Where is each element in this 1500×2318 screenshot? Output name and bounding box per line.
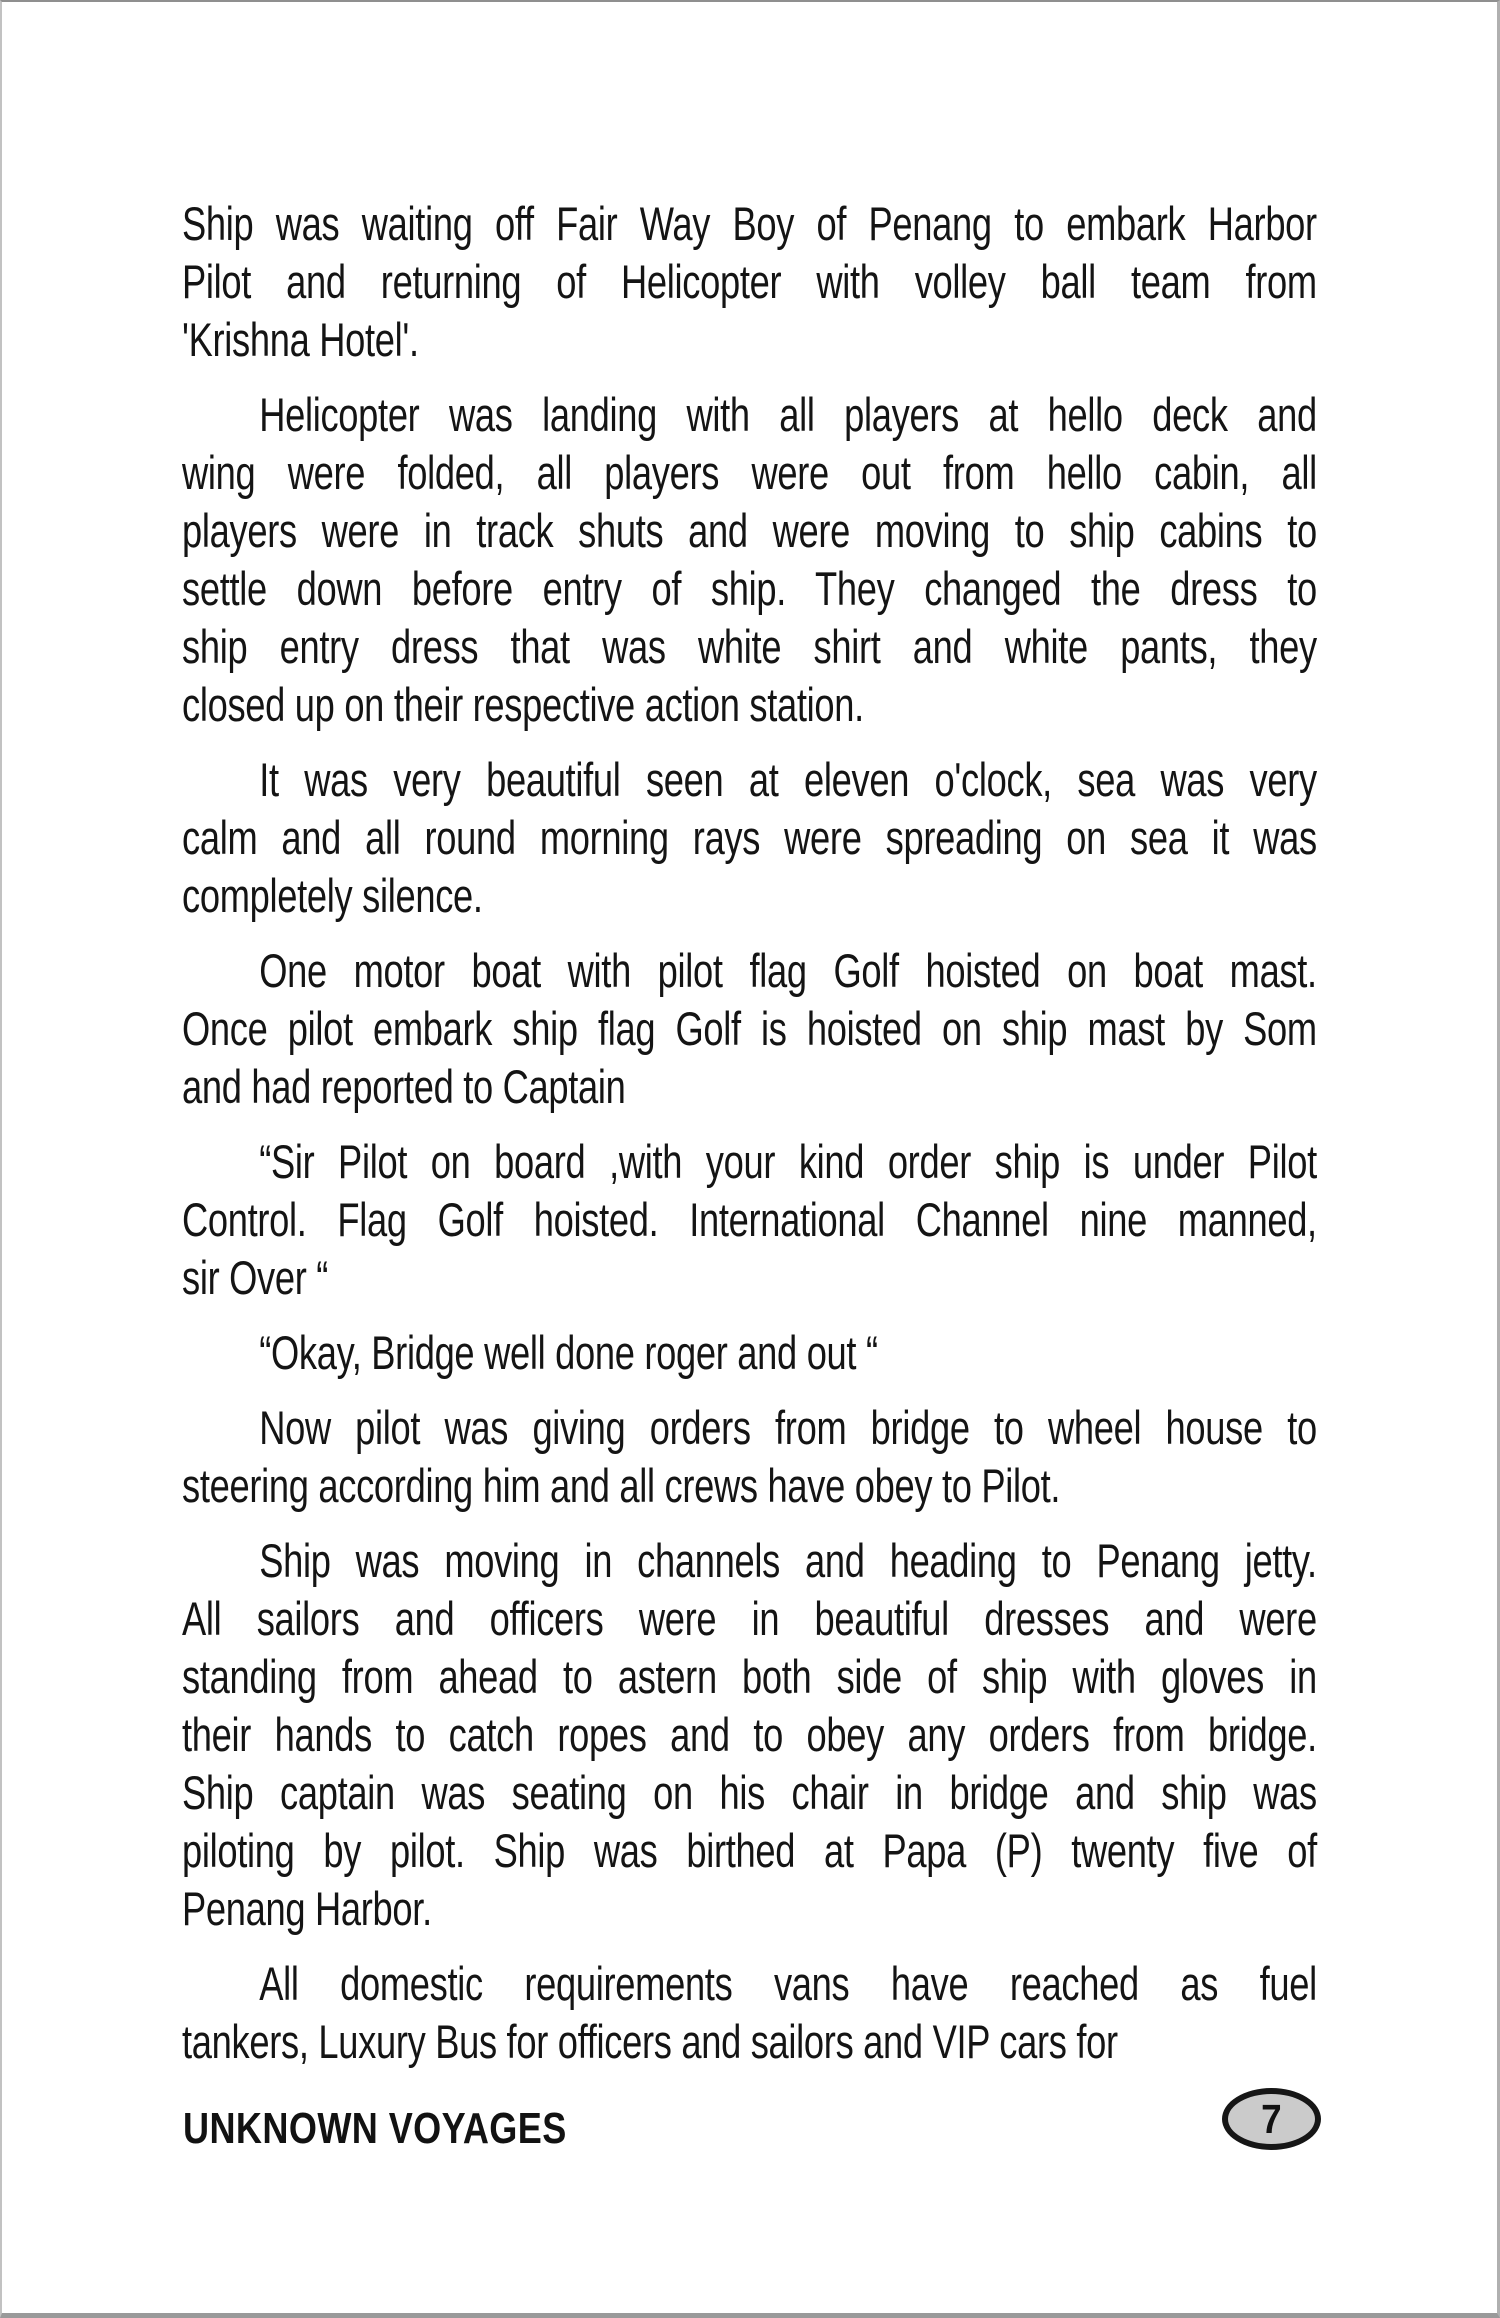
text-line: piloting by pilot. Ship was birthed at Papa (P) twenty five of: [182, 1824, 1317, 1877]
paragraph: [182, 751, 1317, 925]
paragraph: [182, 1324, 1317, 1382]
book-title: UNKNOWN VOYAGES: [183, 2104, 567, 2153]
text-line: Pilot and returning of Helicopter with volley ball team from: [182, 255, 1317, 308]
text-line: Control. Flag Golf hoisted. International Channel nine manned,: [182, 1193, 1317, 1246]
text-line: Once pilot embark ship flag Golf is hoisted on ship mast by Som: [182, 1002, 1317, 1055]
text-line: steering according him and all crews have obey to Pilot.: [182, 1459, 1061, 1512]
text-line: It was very beautiful seen at eleven o'clock, sea was very: [259, 753, 1317, 806]
text-line: Ship was waiting off Fair Way Boy of Penang to embark Harbor: [182, 197, 1317, 250]
text-line: Penang Harbor.: [182, 1882, 432, 1935]
paragraph: [182, 1399, 1317, 1515]
text-line: tankers, Luxury Bus for officers and sailors and VIP cars for: [182, 2015, 1118, 2068]
paragraph: [182, 942, 1317, 1116]
page-number-badge: [1222, 2088, 1321, 2150]
page-number: 7: [1261, 2095, 1282, 2142]
text-line: “Okay, Bridge well done roger and out “: [259, 1326, 878, 1379]
text-line: 'Krishna Hotel'.: [182, 313, 419, 366]
text-line: One motor boat with pilot flag Golf hoisted on boat mast.: [259, 944, 1317, 997]
text-line: wing were folded, all players were out from hello cabin, all: [182, 446, 1317, 499]
paragraph: [182, 195, 1317, 369]
paragraph: [182, 1955, 1317, 2071]
text-line: “Sir Pilot on board ,with your kind order ship is under Pilot: [259, 1135, 1317, 1188]
text-line: and had reported to Captain: [182, 1060, 626, 1113]
text-line: calm and all round morning rays were spreading on sea it was: [182, 811, 1317, 864]
text-line: closed up on their respective action station.: [182, 678, 864, 731]
text-line: settle down before entry of ship. They changed the dress to: [182, 562, 1317, 615]
text-line: sir Over “: [182, 1251, 329, 1304]
page-text: [182, 195, 1317, 2088]
text-line: standing from ahead to astern both side of ship with gloves in: [182, 1650, 1317, 1703]
text-line: Ship captain was seating on his chair in bridge and ship was: [182, 1766, 1317, 1819]
text-line: ship entry dress that was white shirt and white pants, they: [182, 620, 1317, 673]
text-line: their hands to catch ropes and to obey any orders from bridge.: [182, 1708, 1317, 1761]
text-line: Now pilot was giving orders from bridge to wheel house to: [259, 1401, 1317, 1454]
text-line: Helicopter was landing with all players at hello deck and: [259, 388, 1317, 441]
paragraph: [182, 386, 1317, 734]
paragraph: [182, 1133, 1317, 1307]
text-line: players were in track shuts and were moving to ship cabins to: [182, 504, 1317, 557]
text-line: All sailors and officers were in beautiful dresses and were: [182, 1592, 1317, 1645]
text-line: All domestic requirements vans have reached as fuel: [259, 1957, 1317, 2010]
paragraph: [182, 1532, 1317, 1938]
text-line: completely silence.: [182, 869, 483, 922]
text-line: Ship was moving in channels and heading to Penang jetty.: [259, 1534, 1317, 1587]
